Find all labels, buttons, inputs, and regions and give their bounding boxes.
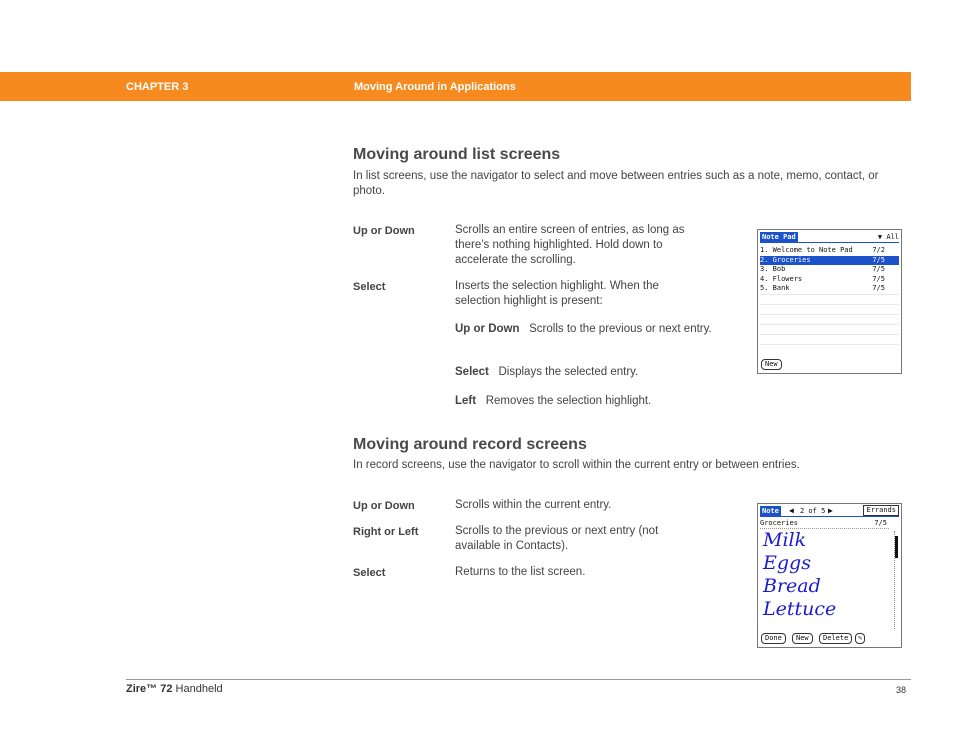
sub-desc-select: Displays the selected entry. — [498, 366, 639, 378]
list-item-selected: 2. Groceries 7/5 — [760, 256, 899, 266]
handwriting-area — [763, 529, 836, 621]
sub-term-up-or-down: Up or Down — [455, 323, 520, 335]
handwriting-line: Bread — [763, 575, 821, 597]
section-heading-list-screens: Moving around list screens — [353, 146, 561, 163]
sub-term-select: Select — [455, 366, 489, 378]
section-intro-record: In record screens, use the navigator to scroll within the current entry or between entries. — [353, 459, 800, 471]
note-date: 7/5 — [874, 519, 887, 527]
footer-product — [126, 683, 223, 695]
footer-product-name: Zire™ — [126, 683, 158, 695]
list-item: 5. Bank 7/5 — [760, 284, 885, 293]
sub-term-left: Left — [455, 395, 477, 407]
note-name: Groceries — [760, 519, 798, 527]
term-up-or-down: Up or Down — [353, 225, 415, 237]
chapter-number: CHAPTER 3 — [126, 81, 189, 93]
sub-row-left — [455, 394, 715, 409]
category-label: Errands — [863, 505, 899, 516]
empty-list-lines — [760, 294, 899, 354]
chapter-header-bar — [0, 72, 911, 101]
desc-up-or-down-record: Scrolls within the current entry. — [455, 499, 612, 511]
desc-right-or-left: Scrolls to the previous or next entry (not available in Contacts). — [455, 525, 659, 552]
term-up-or-down-record: Up or Down — [353, 500, 415, 512]
desc-select-record: Returns to the list screen. — [455, 566, 586, 578]
list-item: 4. Flowers 7/5 — [760, 274, 885, 283]
page-number: 38 — [896, 685, 907, 695]
list-item: 3. Bob 7/5 — [760, 265, 885, 274]
note-title-tab: Note — [762, 507, 779, 515]
term-select: Select — [353, 281, 386, 293]
chapter-title: Moving Around in Applications — [354, 81, 516, 93]
delete-button: Delete — [819, 633, 852, 644]
list-item: 1. Welcome to Note Pad 7/2 — [760, 246, 885, 254]
sub-desc-left: Removes the selection highlight. — [485, 395, 652, 407]
handwriting-line: Eggs — [763, 552, 811, 574]
footer-product-model: 72 — [160, 683, 173, 695]
handwriting-line: Milk — [763, 529, 807, 551]
title-underline — [760, 242, 899, 243]
pen-icon: ✎ — [855, 633, 865, 644]
done-button: Done — [761, 633, 786, 644]
term-select-record: Select — [353, 567, 386, 579]
category-dropdown: ▼ All — [877, 233, 899, 241]
notepad-list-screenshot — [757, 229, 902, 374]
pager-label: 2 of 5 — [800, 507, 826, 515]
sub-desc-up-or-down: Scrolls to the previous or next entry. — [529, 323, 712, 335]
sub-row-select — [455, 365, 715, 380]
new-button: New — [761, 359, 782, 370]
note-list — [760, 246, 899, 294]
title-underline — [760, 516, 899, 517]
desc-up-or-down: Scrolls an entire screen of entries, as long as there’s nothing highlighted. Hold down to accelerate the scrolling. — [455, 224, 685, 266]
prev-arrow-icon: ◀ — [789, 506, 794, 515]
footer-rule — [126, 679, 911, 680]
section-intro-list: In list screens, use the navigator to select and move between entries such as a note, memo, contact, or photo. — [353, 170, 879, 197]
term-right-or-left: Right or Left — [353, 526, 419, 538]
notepad-title-tab: Note Pad — [762, 233, 796, 241]
sub-row-up-or-down — [455, 322, 715, 337]
scrollbar-thumb — [895, 536, 898, 558]
footer-product-suffix: Handheld — [172, 683, 223, 695]
section-heading-record-screens: Moving around record screens — [353, 436, 587, 453]
new-button: New — [792, 633, 813, 644]
desc-select: Inserts the selection highlight. When the selection highlight is present: — [455, 280, 659, 307]
handwriting-line: Lettuce — [763, 598, 837, 620]
next-arrow-icon: ▶ — [828, 506, 833, 515]
note-record-screenshot — [757, 503, 902, 648]
